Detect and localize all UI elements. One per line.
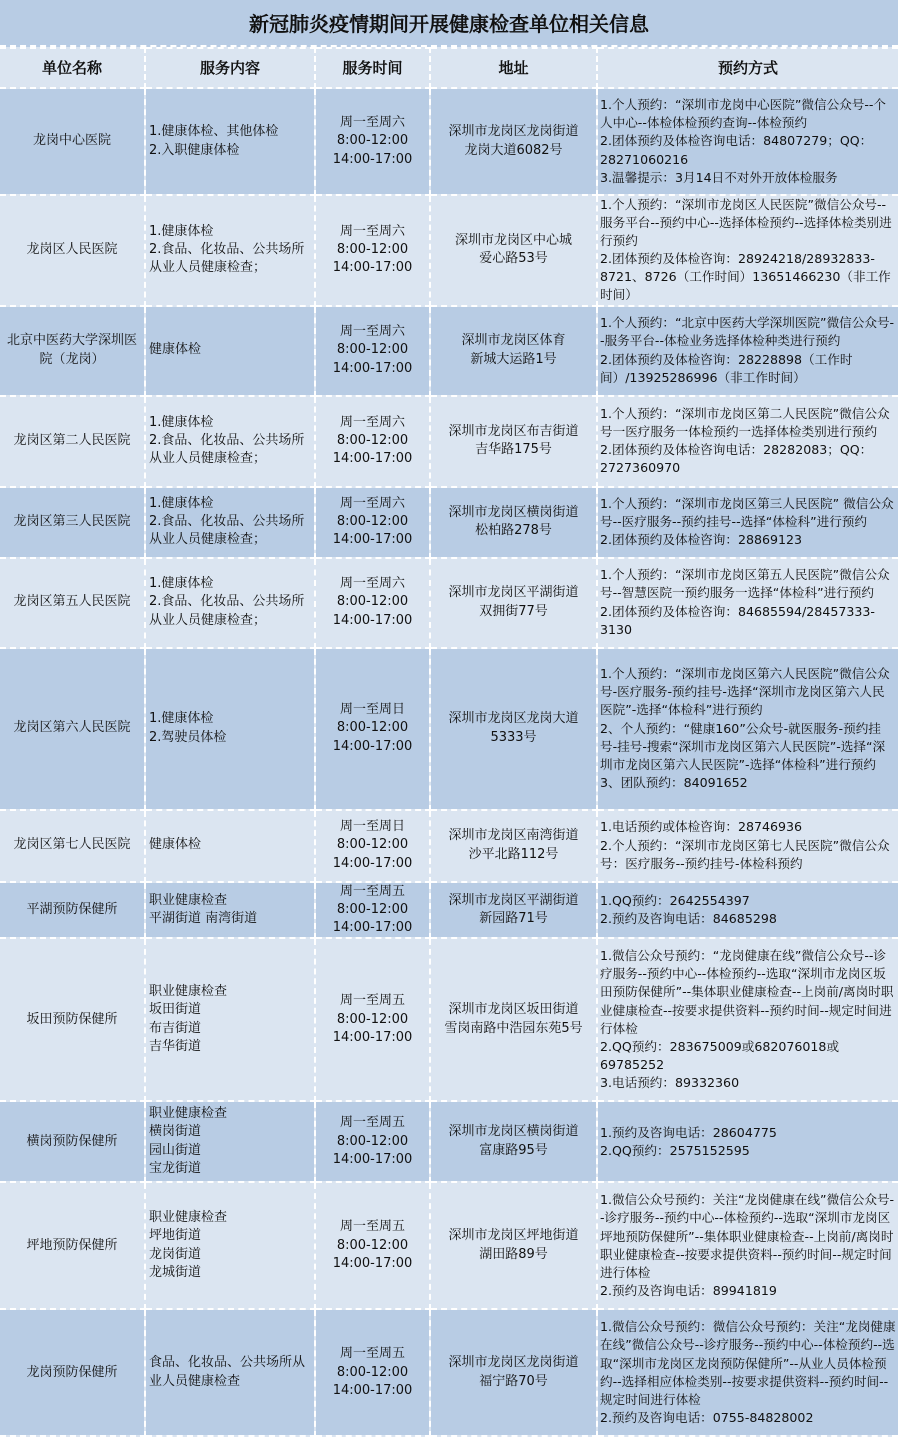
unit-name-cell (0, 195, 145, 306)
booking-line: 2.团体预约及体检咨询电话：84807279；QQ：28271060216 (600, 133, 873, 167)
address-cell (430, 306, 597, 396)
unit-name: 龙岗区第七人民医院 (13, 837, 131, 853)
service-time-cell (315, 558, 430, 648)
service-cell (145, 1182, 315, 1309)
service-line: 宝龙街道 (149, 1160, 202, 1176)
booking-line: 1.电话预约或体检咨询：28746936 (600, 819, 803, 835)
unit-name: 平湖预防保健所 (26, 901, 118, 917)
unit-name: 龙岗中心医院 (32, 133, 111, 149)
service-cell (145, 487, 315, 558)
unit-name-cell (0, 882, 145, 939)
address-line: 沙平北路112号 (468, 846, 559, 862)
booking-cell (597, 558, 898, 648)
unit-name-cell (0, 1101, 145, 1182)
time-line: 14:00-17:00 (332, 1029, 413, 1045)
service-time-cell (315, 882, 430, 939)
unit-name: 坪地预防保健所 (26, 1237, 118, 1253)
unit-name-cell (0, 88, 145, 195)
booking-line: 2.团体预约及体检咨询：28924218/28932833-8721、8726（工作时间）13651466230（非工作时间） (600, 251, 891, 303)
booking-cell (597, 487, 898, 558)
booking-line: 1.个人预约：“北京中医药大学深圳医院”微信公众号--服务平台--体检业务选择体检种类进行预约 (600, 315, 895, 349)
address-cell (430, 88, 597, 195)
time-line: 14:00-17:00 (332, 360, 413, 376)
address-cell (430, 487, 597, 558)
address-line: 福宁路70号 (479, 1373, 548, 1389)
time-line: 14:00-17:00 (332, 855, 413, 871)
service-line: 坂田街道 (149, 1002, 202, 1018)
unit-name: 龙岗预防保健所 (26, 1364, 118, 1380)
service-line: 职业健康检查 (149, 984, 228, 1000)
service-time-cell (315, 1101, 430, 1182)
page-title: 新冠肺炎疫情期间开展健康检查单位相关信息 (0, 0, 898, 47)
service-line: 1.健康体检 (149, 576, 214, 592)
service-line: 1.健康体检 (149, 495, 214, 511)
table-row (0, 1309, 898, 1436)
service-line: 坪地街道 (149, 1228, 202, 1244)
header-address: 地址 (430, 48, 597, 88)
booking-line: 2.预约及咨询电话：89941819 (600, 1282, 777, 1298)
unit-name: 北京中医药大学深圳医院（龙岗） (6, 333, 137, 367)
time-line: 8:00-12:00 (336, 1133, 409, 1149)
address-cell (430, 195, 597, 306)
time-line: 周一至周日 (339, 819, 405, 835)
header-service: 服务内容 (145, 48, 315, 88)
address-cell (430, 1309, 597, 1436)
time-line: 14:00-17:00 (332, 919, 413, 935)
address-line: 深圳市龙岗区布吉街道 (448, 423, 579, 439)
address-line: 深圳市龙岗区横岗街道 (448, 1124, 579, 1140)
address-line: 深圳市龙岗区龙岗街道 (448, 1355, 579, 1371)
booking-cell (597, 396, 898, 487)
service-line: 2.食品、化妆品、公共场所从业人员健康检查； (149, 513, 305, 548)
service-line: 2.入职健康体检 (149, 142, 240, 158)
time-line: 14:00-17:00 (332, 1382, 413, 1398)
booking-line: 1.个人预约：“深圳市龙岗区第三人民医院” 微信公众号--医疗服务--预约挂号--选择“体检科”进行预约 (600, 495, 894, 530)
service-cell (145, 648, 315, 810)
address-line: 深圳市龙岗区龙岗大道 (448, 711, 579, 727)
time-line: 周一至周五 (339, 1346, 405, 1362)
table-row (0, 938, 898, 1101)
booking-line: 1.个人预约：“深圳市龙岗区第二人民医院”微信公众号一医疗服务一体检预约一选择体检类别进行预约 (600, 405, 890, 439)
service-line: 职业健康检查 (149, 1106, 228, 1122)
time-line: 14:00-17:00 (332, 1151, 413, 1167)
time-line: 周一至周六 (339, 576, 405, 592)
service-line: 2.食品、化妆品、公共场所从业人员健康检查； (149, 242, 305, 276)
address-line: 深圳市龙岗区横岗街道 (448, 504, 579, 520)
unit-name: 坂田预防保健所 (26, 1011, 118, 1027)
unit-name-cell (0, 1309, 145, 1436)
time-line: 8:00-12:00 (336, 432, 409, 448)
unit-name-cell (0, 648, 145, 810)
service-line: 职业健康检查 (149, 1210, 228, 1226)
service-line: 龙城街道 (149, 1264, 202, 1280)
service-line: 吉华街道 (149, 1038, 202, 1054)
address-line: 雪岗南路中浩园东苑5号 (444, 1020, 583, 1036)
header-booking: 预约方式 (597, 48, 898, 88)
time-line: 8:00-12:00 (336, 133, 409, 149)
address-cell (430, 1101, 597, 1182)
service-line: 2.食品、化妆品、公共场所从业人员健康检查； (149, 594, 305, 628)
time-line: 8:00-12:00 (336, 1364, 409, 1380)
service-time-cell (315, 938, 430, 1101)
service-line: 1.健康体检 (149, 711, 214, 727)
time-line: 8:00-12:00 (336, 720, 409, 736)
service-cell (145, 558, 315, 648)
service-cell (145, 938, 315, 1101)
booking-line: 2.QQ预约：283675009或682076018或69785252 (600, 1038, 840, 1072)
booking-line: 1.个人预约：“深圳市龙岗区第六人民医院”微信公众号-医疗服务-预约挂号-选择“深圳市龙岗区第六人民医院”-选择“体检科”进行预约 (600, 666, 890, 718)
booking-line: 1.个人预约：“深圳市龙岗区人民医院”微信公众号--服务平台--预约中心--选择体检预约--选择体检类别进行预约 (600, 197, 892, 249)
address-line: 深圳市龙岗区体育 (461, 333, 566, 349)
booking-line: 2.团体预约及体检咨询：84685594/28457333-3130 (600, 603, 875, 637)
booking-cell (597, 1101, 898, 1182)
service-time-cell (315, 810, 430, 882)
service-cell (145, 882, 315, 939)
address-line: 爱心路53号 (479, 251, 548, 267)
booking-line: 2、个人预约：“健康160”公众号-就医服务-预约挂号-挂号-搜索“深圳市龙岗区第六人民医院”-选择“深圳市龙岗区第六人民医院”-选择“体检科”进行预约 (600, 720, 886, 772)
booking-line: 1.QQ预约：2642554397 (600, 892, 750, 908)
booking-cell (597, 306, 898, 396)
booking-line: 2.团体预约及体检咨询电话：28282083；QQ：2727360970 (600, 442, 873, 476)
table-row (0, 558, 898, 648)
time-line: 周一至周六 (339, 223, 405, 239)
service-cell (145, 1309, 315, 1436)
booking-line: 1.微信公众号预约：微信公众号预约：关注“龙岗健康在线”微信公众号--诊疗服务--预约中心--体检预约--选取“深圳市龙岗区龙岗预防保健所”--从业人员体检预约--选择相应体检类别--按要求提供资料--预约时间--规定时间进行体检 (600, 1319, 896, 1407)
unit-name: 龙岗区第六人民医院 (13, 720, 131, 736)
booking-cell (597, 88, 898, 195)
service-time-cell (315, 306, 430, 396)
health-check-table (0, 47, 898, 1437)
time-line: 周一至周五 (339, 993, 405, 1009)
booking-line: 2.团体预约及体检咨询：28869123 (600, 532, 803, 548)
time-line: 周一至周五 (339, 1115, 405, 1131)
service-time-cell (315, 648, 430, 810)
table-body (0, 88, 898, 1436)
booking-line: 1.个人预约：“深圳市龙岗中心医院”微信公众号--个人中心--体检体检预约查询--体检预约 (600, 97, 887, 131)
booking-cell (597, 810, 898, 882)
unit-name: 龙岗区第五人民医院 (13, 594, 131, 610)
service-time-cell (315, 487, 430, 558)
time-line: 14:00-17:00 (332, 451, 413, 467)
unit-name-cell (0, 487, 145, 558)
time-line: 周一至周六 (339, 324, 405, 340)
booking-line: 2.QQ预约：2575152595 (600, 1142, 750, 1158)
address-line: 双拥街77号 (479, 603, 548, 619)
booking-line: 3、团队预约：84091652 (600, 774, 748, 790)
unit-name-cell (0, 396, 145, 487)
booking-cell (597, 1309, 898, 1436)
booking-line: 2.预约及咨询电话：84685298 (600, 910, 777, 926)
booking-line: 2.预约及咨询电话：0755-84828002 (600, 1409, 814, 1425)
unit-name-cell (0, 810, 145, 882)
booking-cell (597, 1182, 898, 1309)
address-cell (430, 648, 597, 810)
table-row (0, 1182, 898, 1309)
address-cell (430, 558, 597, 648)
header-time: 服务时间 (315, 48, 430, 88)
table-row (0, 306, 898, 396)
time-line: 14:00-17:00 (332, 612, 413, 628)
unit-name-cell (0, 1182, 145, 1309)
address-line: 深圳市龙岗区平湖街道 (448, 892, 579, 908)
service-line: 龙岗街道 (149, 1246, 202, 1262)
service-line: 职业健康检查 (149, 892, 228, 908)
time-line: 8:00-12:00 (336, 1237, 409, 1253)
service-time-cell (315, 88, 430, 195)
booking-cell (597, 882, 898, 939)
address-line: 吉华路175号 (475, 442, 552, 458)
time-line: 8:00-12:00 (336, 594, 409, 610)
address-cell (430, 938, 597, 1101)
service-cell (145, 396, 315, 487)
time-line: 8:00-12:00 (336, 837, 409, 853)
time-line: 14:00-17:00 (332, 1255, 413, 1271)
service-line: 健康体检 (149, 837, 202, 853)
service-cell (145, 810, 315, 882)
time-line: 周一至周六 (339, 495, 405, 511)
time-line: 周一至周六 (339, 115, 405, 131)
service-line: 1.健康体检 (149, 223, 214, 239)
booking-line: 1.个人预约：“深圳市龙岗区第五人民医院”微信公众号--智慧医院一预约服务一选择“体检科”进行预约 (600, 567, 890, 601)
table-row (0, 648, 898, 810)
service-line: 健康体检 (149, 342, 202, 358)
booking-line: 1.预约及咨询电话：28604775 (600, 1124, 777, 1140)
address-line: 新园路71号 (479, 910, 548, 926)
time-line: 14:00-17:00 (332, 151, 413, 167)
address-line: 深圳市龙岗区龙岗街道 (448, 124, 579, 140)
booking-line: 2.个人预约：“深圳市龙岗区第七人民医院”微信公众号：医疗服务--预约挂号-体检科预约 (600, 837, 890, 871)
address-cell (430, 882, 597, 939)
unit-name: 龙岗区第二人民医院 (13, 432, 131, 448)
booking-cell (597, 938, 898, 1101)
service-cell (145, 1101, 315, 1182)
booking-cell (597, 648, 898, 810)
address-line: 5333号 (490, 729, 537, 745)
address-line: 龙岗大道6082号 (464, 142, 563, 158)
service-cell (145, 195, 315, 306)
time-line: 14:00-17:00 (332, 260, 413, 276)
time-line: 周一至周五 (339, 1219, 405, 1235)
booking-line: 1.微信公众号预约：“龙岗健康在线”微信公众号--诊疗服务--预约中心--体检预约--选取“深圳市龙岗区坂田预防保健所”--集体职业健康检查--上岗前/离岗时职业健康检查--按要求提供资料--预约时间--规定时间进行体检 (600, 948, 894, 1036)
service-time-cell (315, 1309, 430, 1436)
service-time-cell (315, 1182, 430, 1309)
address-cell (430, 810, 597, 882)
time-line: 周一至周日 (339, 702, 405, 718)
address-line: 新城大运路1号 (470, 351, 557, 367)
unit-name-cell (0, 306, 145, 396)
service-line: 平湖街道 南湾街道 (149, 910, 258, 926)
address-line: 深圳市龙岗区坂田街道 (448, 1002, 579, 1018)
time-line: 14:00-17:00 (332, 738, 413, 754)
service-line: 食品、化妆品、公共场所从业人员健康检查 (149, 1355, 306, 1389)
address-line: 深圳市龙岗区平湖街道 (448, 585, 579, 601)
address-cell (430, 1182, 597, 1309)
time-line: 8:00-12:00 (336, 342, 409, 358)
header-name: 单位名称 (0, 48, 145, 88)
address-line: 深圳市龙岗区南湾街道 (448, 828, 579, 844)
booking-line: 3.电话预约：89332360 (600, 1074, 740, 1090)
service-line: 1.健康体检 (149, 414, 214, 430)
time-line: 周一至周六 (339, 414, 405, 430)
time-line: 8:00-12:00 (336, 242, 409, 258)
address-line: 深圳市龙岗区坪地街道 (448, 1228, 579, 1244)
table-row (0, 487, 898, 558)
address-cell (430, 396, 597, 487)
table-row (0, 396, 898, 487)
table-row (0, 882, 898, 939)
service-line: 横岗街道 (149, 1124, 202, 1140)
service-line: 2.驾驶员体检 (149, 729, 227, 745)
service-line: 园山街道 (149, 1142, 202, 1158)
time-line: 8:00-12:00 (336, 513, 409, 529)
unit-name: 龙岗区第三人民医院 (13, 513, 131, 529)
time-line: 8:00-12:00 (336, 901, 409, 917)
address-line: 富康路95号 (479, 1142, 548, 1158)
service-time-cell (315, 195, 430, 306)
time-line: 8:00-12:00 (336, 1011, 409, 1027)
address-line: 深圳市龙岗区中心城 (454, 233, 572, 249)
booking-line: 3.温馨提示：3月14日不对外开放体检服务 (600, 169, 838, 185)
table-row (0, 88, 898, 195)
service-cell (145, 306, 315, 396)
unit-name: 横岗预防保健所 (26, 1133, 118, 1149)
time-line: 周一至周五 (339, 883, 405, 899)
service-line: 1.健康体检、其他体检 (149, 124, 279, 140)
booking-line: 1.微信公众号预约：关注“龙岗健康在线”微信公众号--诊疗服务--预约中心--体检预约--选取“深圳市龙岗区坪地预防保健所”--集体职业健康检查--上岗前/离岗时职业健康检查--按要求提供资料--预约时间--规定时间进行体检 (600, 1192, 895, 1280)
address-line: 松柏路278号 (475, 523, 552, 539)
service-cell (145, 88, 315, 195)
table-row (0, 810, 898, 882)
unit-name: 龙岗区人民医院 (26, 242, 118, 258)
table-row (0, 1101, 898, 1182)
booking-line: 2.团体预约及体检咨询：28228898（工作时间）/13925286996（非工作时间） (600, 351, 853, 385)
service-line: 布吉街道 (149, 1020, 202, 1036)
address-line: 湖田路89号 (479, 1246, 548, 1262)
booking-cell (597, 195, 898, 306)
time-line: 14:00-17:00 (332, 532, 413, 548)
service-time-cell (315, 396, 430, 487)
unit-name-cell (0, 938, 145, 1101)
unit-name-cell (0, 558, 145, 648)
table-header-row (0, 48, 898, 88)
service-line: 2.食品、化妆品、公共场所从业人员健康检查； (149, 432, 305, 467)
table-row (0, 195, 898, 306)
